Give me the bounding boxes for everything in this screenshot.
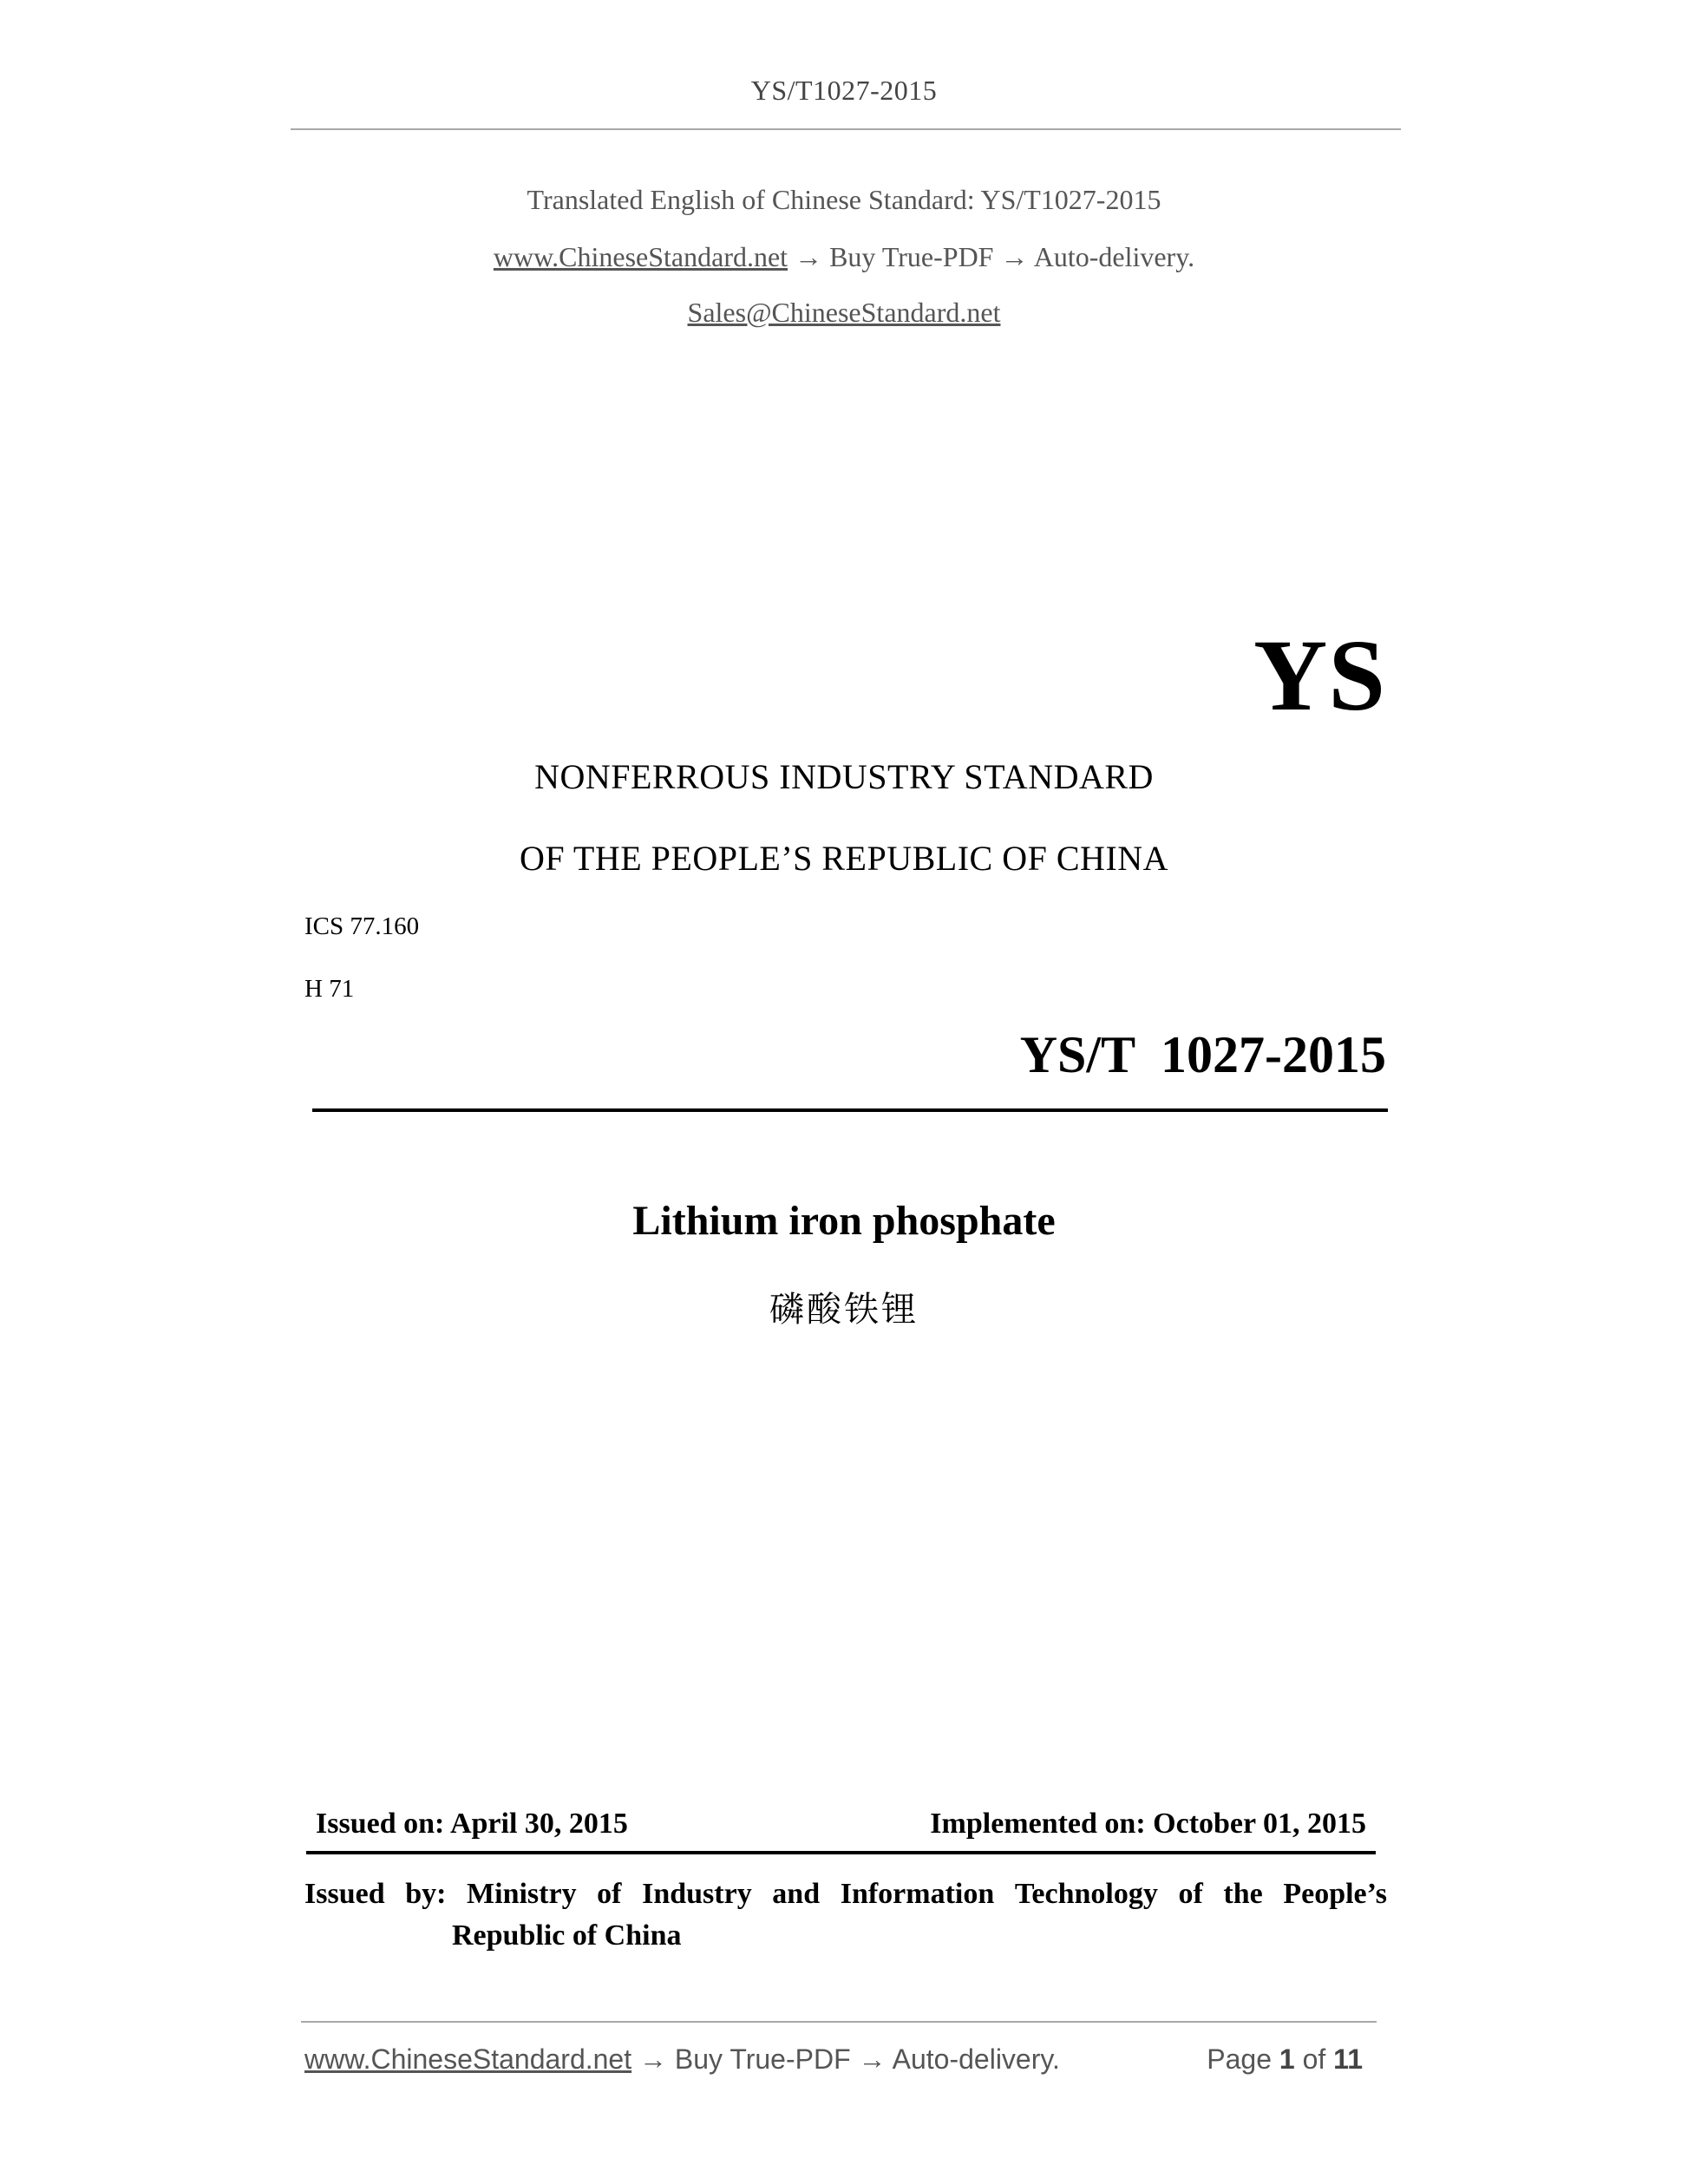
website-link[interactable]: www.ChineseStandard.net <box>493 241 788 272</box>
issued-by-word: Technology <box>1014 1878 1158 1910</box>
footer-buy-text: → Buy True-PDF → Auto-delivery. <box>631 2043 1060 2075</box>
buy-text: → Buy True-PDF → Auto-delivery. <box>788 241 1195 272</box>
standard-number: YS/T 1027-2015 <box>1019 1026 1386 1083</box>
issued-by-word: Ministry <box>467 1878 577 1910</box>
issued-by-word: the <box>1223 1878 1263 1910</box>
dates-rule <box>306 1851 1376 1854</box>
ccs-code: H 71 <box>304 975 355 1003</box>
issued-by-word: of <box>1178 1878 1203 1910</box>
issued-by-word: Industry <box>642 1878 752 1910</box>
issued-by-word: Information <box>840 1878 995 1910</box>
page-current: 1 <box>1279 2043 1295 2075</box>
translation-note: Translated English of Chinese Standard: YS/T1027-2015 <box>527 184 1161 215</box>
org-line-2: OF THE PEOPLE’S REPUBLIC OF CHINA <box>519 839 1169 878</box>
issued-by-word: by: <box>405 1878 447 1910</box>
page-label: Page <box>1207 2043 1273 2075</box>
issued-by-word: Issued <box>304 1878 385 1910</box>
number-rule <box>312 1108 1388 1112</box>
email-line <box>0 297 1688 329</box>
implemented-on: Implemented on: October 01, 2015 <box>930 1808 1366 1840</box>
footer-buy-line <box>304 2043 1060 2076</box>
footer-divider <box>301 2021 1377 2023</box>
buy-line <box>0 241 1688 273</box>
issued-by-word: of <box>597 1878 622 1910</box>
page-total: 11 <box>1333 2043 1363 2075</box>
org-line-1: NONFERROUS INDUSTRY STANDARD <box>534 757 1154 796</box>
ys-logo: YS <box>1253 618 1386 732</box>
of-label: of <box>1302 2043 1326 2075</box>
email-link[interactable]: Sales@ChineseStandard.net <box>687 297 1001 328</box>
footer-website-link[interactable]: www.ChineseStandard.net <box>304 2043 632 2075</box>
issued-by-line-1 <box>304 1873 1387 1915</box>
page-indicator <box>1207 2043 1363 2076</box>
issued-by <box>304 1873 1387 1957</box>
title-english: Lithium iron phosphate <box>632 1198 1056 1244</box>
issued-by-word: People’s <box>1283 1878 1387 1910</box>
issued-on: Issued on: April 30, 2015 <box>316 1808 628 1840</box>
title-chinese: 磷酸铁锂 <box>769 1290 919 1330</box>
running-header: YS/T1027-2015 <box>750 75 938 106</box>
issued-by-line-2: Republic of China <box>452 1919 682 1952</box>
ics-code: ICS 77.160 <box>304 912 420 940</box>
issued-by-word: and <box>772 1878 821 1910</box>
header-divider <box>291 128 1401 130</box>
